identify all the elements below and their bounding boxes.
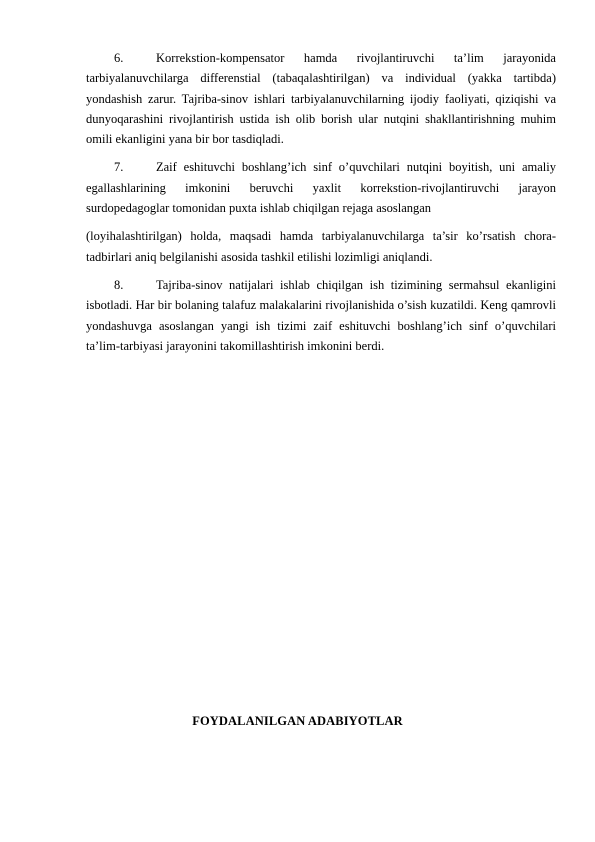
spacer: [86, 267, 556, 275]
spacer: [86, 218, 556, 226]
item-number: 6.: [114, 51, 124, 65]
conclusions-list: [86, 48, 556, 356]
conclusion-item-6: [86, 48, 556, 149]
spacer: [86, 149, 556, 157]
item-text: Tajriba-sinov natijalari ishlab chiqilgan ish tizimining sermahsul ekanligini isbotladi. Har bir bolaning talafuz malakalarini rivojlanishida o’sish kuzatildi. Keng qamrovli yondashuvga asoslangan yangi ish tizimi zaif eshituvchi boshlang’ich sinf o’quvchilari ta’lim-tarbiyasi jarayonini takomillashtirish imkonini berdi.: [86, 277, 556, 353]
item-text: Zaif eshituvchi boshlang’ich sinf o’quvchilari nutqini boyitish, uni amaliy egallashlarining imkonini beruvchi yaxlit korrekstion-rivojlantiruvchi jarayon surdopedagoglar tomonidan puxta ishlab chiqilgan rejaga asoslangan: [86, 160, 556, 216]
conclusion-item-8: [86, 275, 556, 356]
references-heading: FOYDALANILGAN ADABIYOTLAR: [192, 714, 403, 728]
item-number: 8.: [114, 277, 124, 292]
conclusion-item-7-continuation: (loyihalashtirilgan) holda, maqsadi hamda tarbiyalanuvchilarga ta’sir ko’rsatish chora-tadbirlari aniq belgilanishi asosida tashkil etilishi lozimligi aniqlandi.: [86, 229, 556, 264]
item-text: Korrekstion-kompensator hamda rivojlantiruvchi ta’lim jarayonida tarbiyalanuvchilarga differenstial (tabaqalashtirilgan) va individual (yakka tartibda) yondashish zarur. Tajriba-sinov ishlari tarbiyalanuvchilarning ijodiy faoliyati, qiziqishi va dunyoqarashini rivojlantirish ustida ish olib borish ular nutqini shakllantirishning muhim omili ekanligini yana bir bor tasdiqladi.: [86, 51, 556, 147]
item-number: 7.: [114, 160, 124, 175]
conclusion-item-7: [86, 157, 556, 218]
